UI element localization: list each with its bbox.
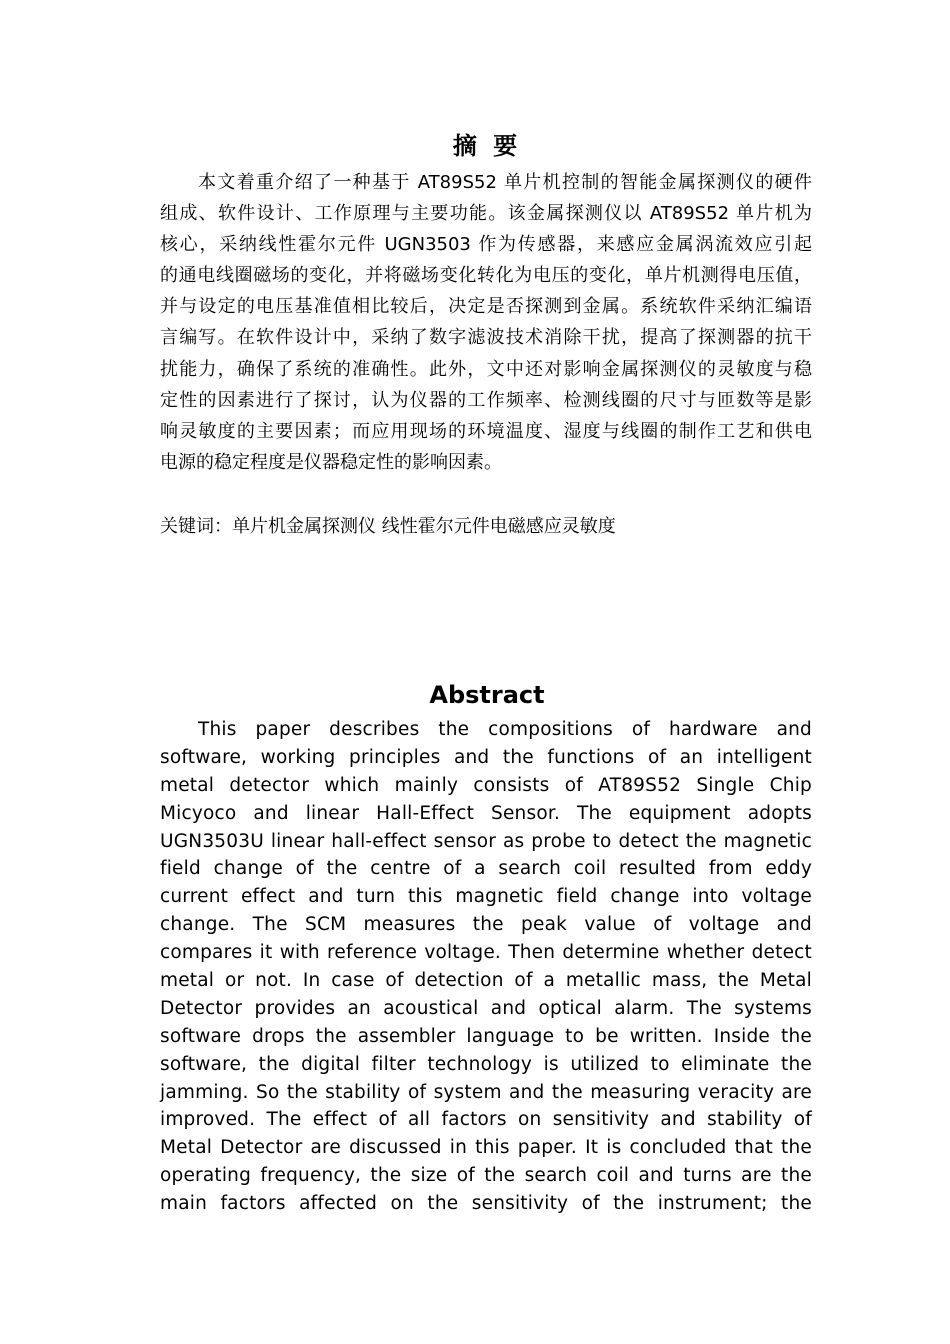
paragraph-line: jamming. So the stability of system and the measuring veracity are — [160, 1081, 812, 1103]
paragraph-line: metal or not. In case of detection of a metallic mass, the Metal — [160, 970, 812, 992]
paragraph-line: operating frequency, the size of the search coil and turns are the — [160, 1165, 812, 1187]
paragraph-line: 本文着重介绍了一种基于 AT89S52 单片机控制的智能金属探测仪的硬件 — [198, 172, 812, 193]
paragraph-line: field change of the centre of a search coil resulted from eddy — [160, 858, 812, 880]
paragraph-line: software drops the assembler language to be written. Inside the — [160, 1025, 812, 1047]
paragraph-line: Micyoco and linear Hall-Effect Sensor. The equipment adopts — [160, 802, 812, 824]
paragraph-line: metal detector which mainly consists of AT89S52 Single Chip — [160, 774, 812, 796]
paragraph-line: compares it with reference voltage. Then determine whether detect — [160, 942, 812, 964]
paragraph-line: main factors affected on the sensitivity of the instrument; the — [160, 1193, 812, 1215]
paragraph-line: improved. The effect of all factors on sensitivity and stability of — [160, 1109, 812, 1131]
paragraph-line: current effect and turn this magnetic field change into voltage — [160, 886, 812, 908]
paragraph-line: 组成、软件设计、工作原理与主要功能。该金属探测仪以 AT89S52 单片机为 — [160, 203, 812, 225]
paragraph-line: 扰能力，确保了系统的准确性。此外，文中还对影响金属探测仪的灵敏度与稳 — [160, 358, 812, 380]
paragraph-line: 电源的稳定程度是仪器稳定性的影响因素。 — [160, 451, 502, 473]
paragraph-line: software, working principles and the functions of an intelligent — [160, 746, 812, 768]
paragraph-line: Detector provides an acoustical and optical alarm. The systems — [160, 997, 812, 1019]
paragraph-line: change. The SCM measures the peak value of voltage and — [160, 914, 812, 936]
english-abstract-title: Abstract — [429, 681, 545, 709]
paragraph-line: 核心，采纳线性霍尔元件 UGN3503 作为传感器，来感应金属涡流效应引起 — [160, 234, 812, 256]
paragraph-line: UGN3503U linear hall-effect sensor as probe to detect the magnetic — [160, 830, 812, 852]
english-abstract-body — [160, 716, 812, 1218]
chinese-abstract-title: 摘 要 — [452, 132, 522, 160]
keywords: 关键词：单片机金属探测仪 线性霍尔元件电磁感应灵敏度 — [160, 516, 616, 537]
paragraph-line: Metal Detector are discussed in this paper. It is concluded that the — [160, 1137, 812, 1159]
paragraph-line: 响灵敏度的主要因素；而应用现场的环境温度、湿度与线圈的制作工艺和供电 — [160, 420, 812, 442]
paragraph-line: 并与设定的电压基准值相比较后，决定是否探测到金属。系统软件采纳汇编语 — [160, 296, 812, 318]
paragraph-line: 言编写。在软件设计中，采纳了数字滤波技术消除干扰，提高了探测器的抗干 — [160, 327, 812, 349]
chinese-abstract-body — [160, 167, 812, 478]
paragraph-line: 定性的因素进行了探讨，认为仪器的工作频率、检测线圈的尺寸与匝数等是影 — [160, 389, 812, 411]
paragraph-line: software, the digital filter technology is utilized to eliminate the — [160, 1053, 812, 1075]
paragraph-line: This paper describes the compositions of hardware and — [198, 719, 812, 740]
paragraph-line: 的通电线圈磁场的变化，并将磁场变化转化为电压的变化，单片机测得电压值， — [160, 265, 812, 287]
